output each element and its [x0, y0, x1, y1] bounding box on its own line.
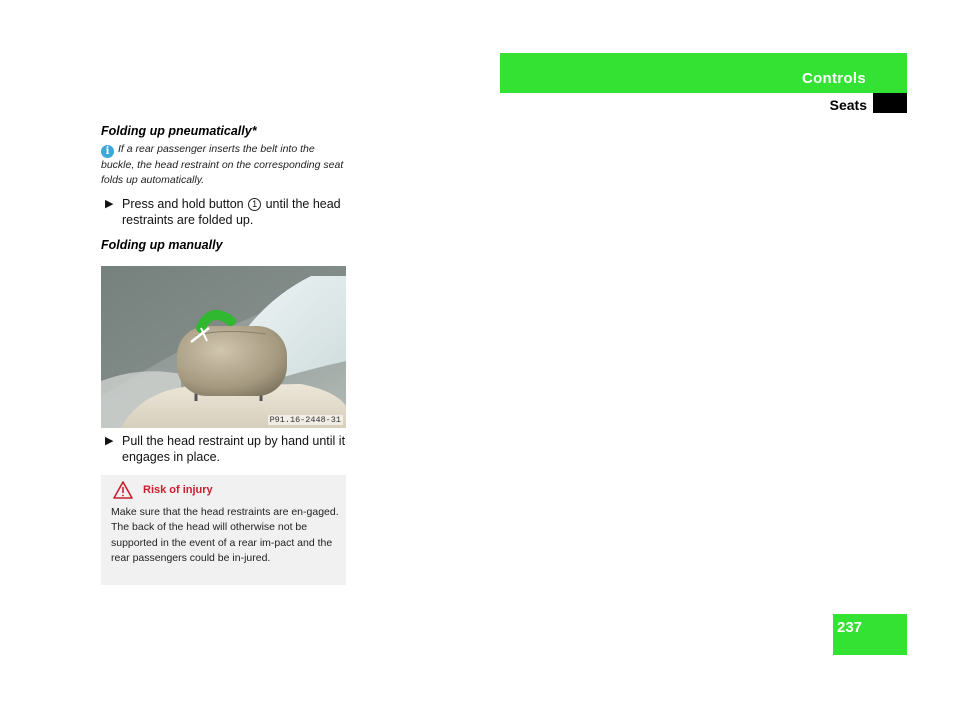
- heading-pneumatic: Folding up pneumatically*: [101, 124, 257, 138]
- info-note-text: If a rear passenger inserts the belt into the buckle, the head restraint on the corresponding seat folds up automatically.: [101, 143, 344, 186]
- section-banner: [500, 53, 907, 93]
- bullet-arrow-icon: ▶: [105, 435, 114, 447]
- warning-triangle-icon: [112, 480, 134, 500]
- head-restraint-illustration: [101, 266, 346, 428]
- warning-box: [101, 475, 346, 585]
- page-number-box: [833, 614, 907, 655]
- step-2-text: Pull the head restraint up by hand until it engages in place.: [122, 434, 346, 464]
- heading-manual: Folding up manually: [101, 238, 223, 252]
- bullet-arrow-icon: ▶: [105, 198, 114, 210]
- head-restraint-photo: [101, 266, 346, 428]
- warning-text: Make sure that the head restraints are en-gaged. The back of the head will otherwise not be supported in the event of a rear im-pact and the rear passengers could be in-jured.: [111, 506, 339, 565]
- instruction-step-1: [101, 196, 349, 228]
- button-number-badge: 1: [248, 198, 261, 211]
- figure-code: P91.16-2448-31: [269, 415, 341, 425]
- subsection-marker: [873, 93, 907, 113]
- info-icon: i: [101, 145, 114, 158]
- page-number: 237: [837, 619, 863, 636]
- step-1-text-before: Press and hold button: [122, 197, 248, 211]
- step-1-text-after: until the head restraints are folded up.: [122, 197, 341, 227]
- section-title: Controls: [801, 70, 866, 87]
- subsection-title: Seats: [829, 97, 867, 113]
- instruction-step-2: [101, 433, 349, 465]
- warning-title: Risk of injury: [143, 484, 213, 496]
- info-note: [101, 142, 348, 188]
